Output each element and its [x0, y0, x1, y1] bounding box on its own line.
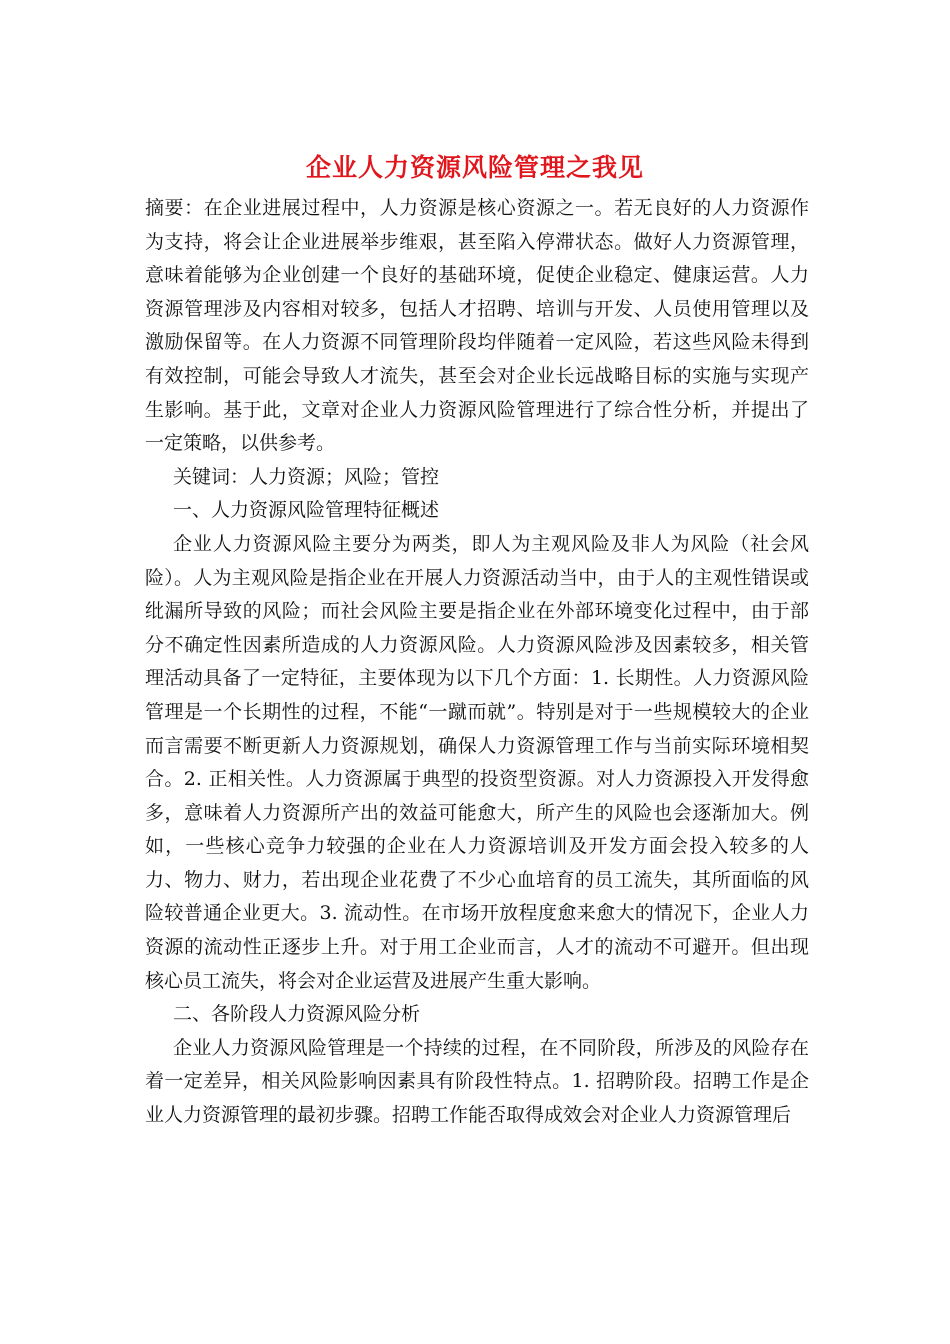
- abstract-paragraph: 摘要：在企业进展过程中，人力资源是核心资源之一。若无良好的人力资源作为支持，将会让企业进展举步维艰，甚至陷入停滞状态。做好人力资源管理，意味着能够为企业创建一个良好的基础环境，促使企业稳定、健康运营。人力资源管理涉及内容相对较多，包括人才招聘、培训与开发、人员使用管理以及激励保留等。在人力资源不同管理阶段均伴随着一定风险，若这些风险未得到有效控制，可能会导致人才流失，甚至会对企业长远战略目标的实施与实现产生影响。基于此，文章对企业人力资源风险管理进行了综合性分析，并提出了一定策略，以供参考。: [145, 197, 809, 455]
- section-2-heading: 二、各阶段人力资源风险分析: [173, 1003, 421, 1026]
- section-2-paragraph: 企业人力资源风险管理是一个持续的过程，在不同阶段，所涉及的风险存在着一定差异，相关风险影响因素具有阶段性特点。1. 招聘阶段。招聘工作是企业人力资源管理的最初步骤。招聘工作能否取得成效会对企业人力资源管理后: [145, 1036, 809, 1127]
- document-title: 企业人力资源风险管理之我见: [305, 153, 644, 182]
- section-1-paragraph: 企业人力资源风险主要分为两类，即人为主观风险及非人为风险（社会风险）。人为主观风险是指企业在开展人力资源活动当中，由于人的主观性错误或纰漏所导致的风险；而社会风险主要是指企业在外部环境变化过程中，由于部分不确定性因素所造成的人力资源风险。人力资源风险涉及因素较多，相关管理活动具备了一定特征，主要体现为以下几个方面：1. 长期性。人力资源风险管理是一个长期性的过程，不能“一蹴而就”。特别是对于一些规模较大的企业而言需要不断更新人力资源规划，确保人力资源管理工作与当前实际环境相契合。2. 正相关性。人力资源属于典型的投资型资源。对人力资源投入开发得愈多，意味着人力资源所产出的效益可能愈大，所产生的风险也会逐渐加大。例如，一些核心竞争力较强的企业在人力资源培训及开发方面会投入较多的人力、物力、财力，若出现企业花费了不少心血培育的员工流失，其所面临的风险较普通企业更大。3. 流动性。在市场开放程度愈来愈大的情况下，企业人力资源的流动性正逐步上升。对于用工企业而言，人才的流动不可避开。但出现核心员工流失，将会对企业运营及进展产生重大影响。: [145, 532, 809, 992]
- section-1-heading: 一、人力资源风险管理特征概述: [173, 499, 440, 522]
- keywords-line: 关键词：人力资源；风险；管控: [173, 465, 440, 488]
- document-body: [145, 192, 809, 1133]
